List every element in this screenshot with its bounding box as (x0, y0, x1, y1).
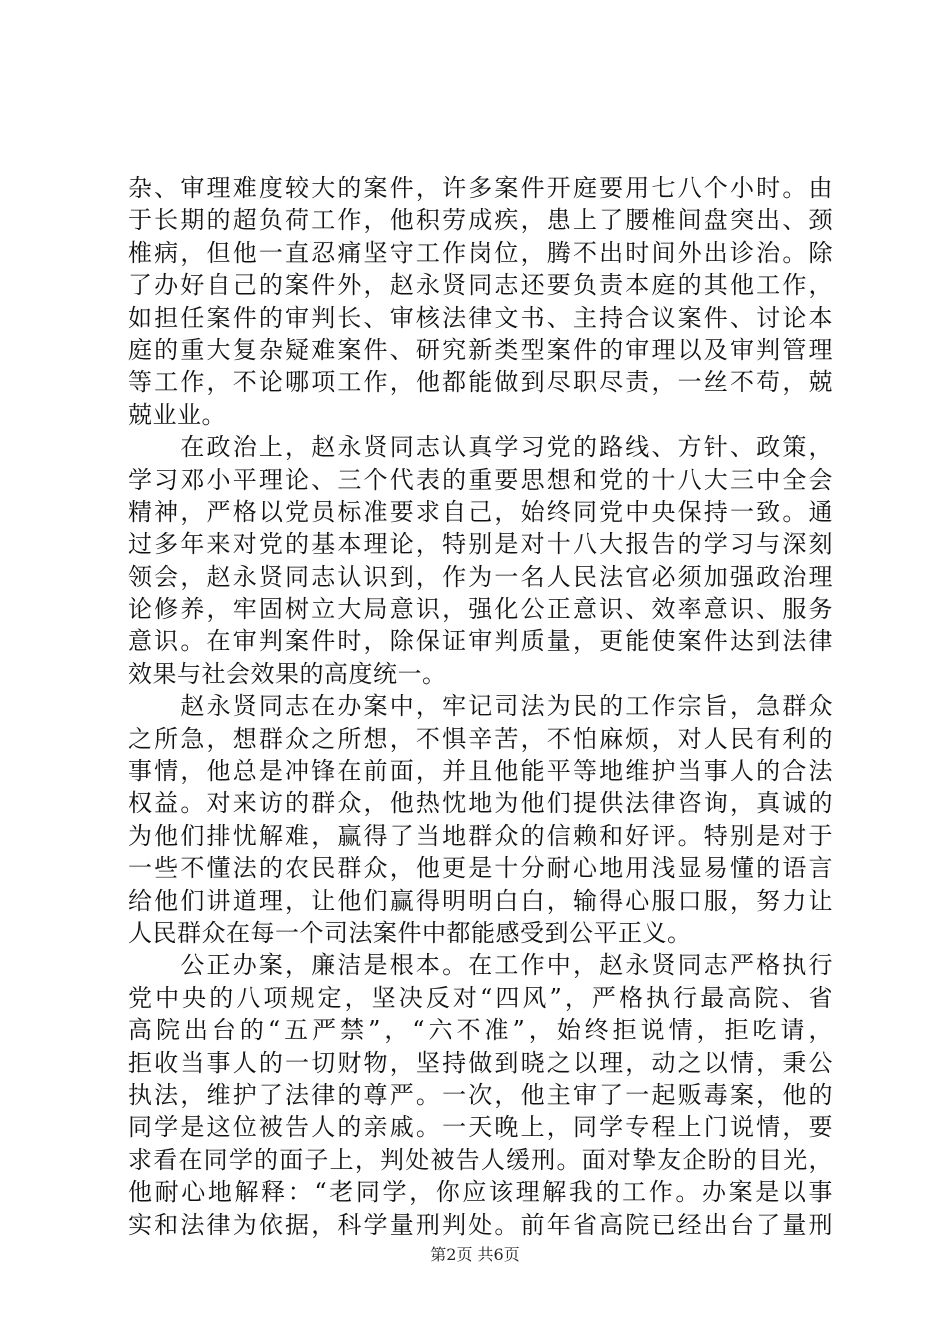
text-line: 学习邓小平理论、三个代表的重要思想和党的十八大三中全会 (128, 465, 833, 494)
text-line: 椎病，但他一直忍痛坚守工作岗位，腾不出时间外出诊治。除 (128, 238, 833, 267)
text-line: 公正办案，廉洁是根本。在工作中，赵永贤同志严格执行 (128, 951, 833, 980)
text-line: 他耐心地解释：“老同学，你应该理解我的工作。办案是以事 (128, 1178, 833, 1207)
text-line: 事情，他总是冲锋在前面，并且他能平等地维护当事人的合法 (128, 757, 833, 786)
text-line: 求看在同学的面子上，判处被告人缓刑。面对挚友企盼的目光， (128, 1145, 833, 1174)
text-line: 一些不懂法的农民群众，他更是十分耐心地用浅显易懂的语言 (128, 854, 833, 883)
text-line: 庭的重大复杂疑难案件、研究新类型案件的审理以及审判管理 (128, 335, 833, 364)
text-line: 为他们排忧解难，赢得了当地群众的信赖和好评。特别是对于 (128, 821, 833, 850)
text-line: 如担任案件的审判长、审核法律文书、主持合议案件、讨论本 (128, 303, 833, 332)
text-line: 党中央的八项规定，坚决反对“四风”，严格执行最高院、省 (128, 983, 833, 1012)
text-line: 赵永贤同志在办案中，牢记司法为民的工作宗旨，急群众 (128, 692, 833, 721)
text-line: 高院出台的“五严禁”，“六不准”，始终拒说情，拒吃请， (128, 1016, 833, 1045)
text-line: 过多年来对党的基本理论，特别是对十八大报告的学习与深刻 (128, 530, 833, 559)
text-line: 论修养，牢固树立大局意识，强化公正意识、效率意识、服务 (128, 595, 833, 624)
text-line: 等工作，不论哪项工作，他都能做到尽职尽责，一丝不苟，兢 (128, 368, 833, 397)
text-line: 兢业业。 (128, 400, 226, 429)
text-line: 杂、审理难度较大的案件，许多案件开庭要用七八个小时。由 (128, 174, 833, 202)
text-line: 同学是这位被告人的亲戚。一天晚上，同学专程上门说情，要 (128, 1113, 833, 1142)
text-line: 于长期的超负荷工作，他积劳成疾，患上了腰椎间盘突出、颈 (128, 206, 833, 235)
text-line: 之所急，想群众之所想，不惧辛苦，不怕麻烦，对人民有利的 (128, 724, 833, 753)
text-line: 拒收当事人的一切财物，坚持做到晓之以理，动之以情，秉公 (128, 1048, 833, 1077)
text-line: 精神，严格以党员标准要求自己，始终同党中央保持一致。通 (128, 497, 833, 526)
text-line: 意识。在审判案件时，除保证审判质量，更能使案件达到法律 (128, 627, 833, 656)
document-body (128, 172, 833, 1241)
text-line: 给他们讲道理，让他们赢得明明白白，输得心服口服，努力让 (128, 886, 833, 915)
text-line: 实和法律为依据，科学量刑判处。前年省高院已经出台了量刑 (128, 1210, 833, 1239)
text-line: 执法，维护了法律的尊严。一次，他主审了一起贩毒案，他的 (128, 1080, 833, 1109)
text-line: 了办好自己的案件外，赵永贤同志还要负责本庭的其他工作， (128, 271, 833, 300)
text-line: 在政治上，赵永贤同志认真学习党的路线、方针、政策， (128, 433, 833, 462)
text-line: 效果与社会效果的高度统一。 (128, 659, 447, 688)
text-line: 人民群众在每一个司法案件中都能感受到公平正义。 (128, 918, 692, 947)
text-line: 权益。对来访的群众，他热忱地为他们提供法律咨询，真诚的 (128, 789, 833, 818)
text-line: 领会，赵永贤同志认识到，作为一名人民法官必须加强政治理 (128, 562, 833, 591)
page-footer: 第2页 共6页 (430, 1245, 520, 1264)
